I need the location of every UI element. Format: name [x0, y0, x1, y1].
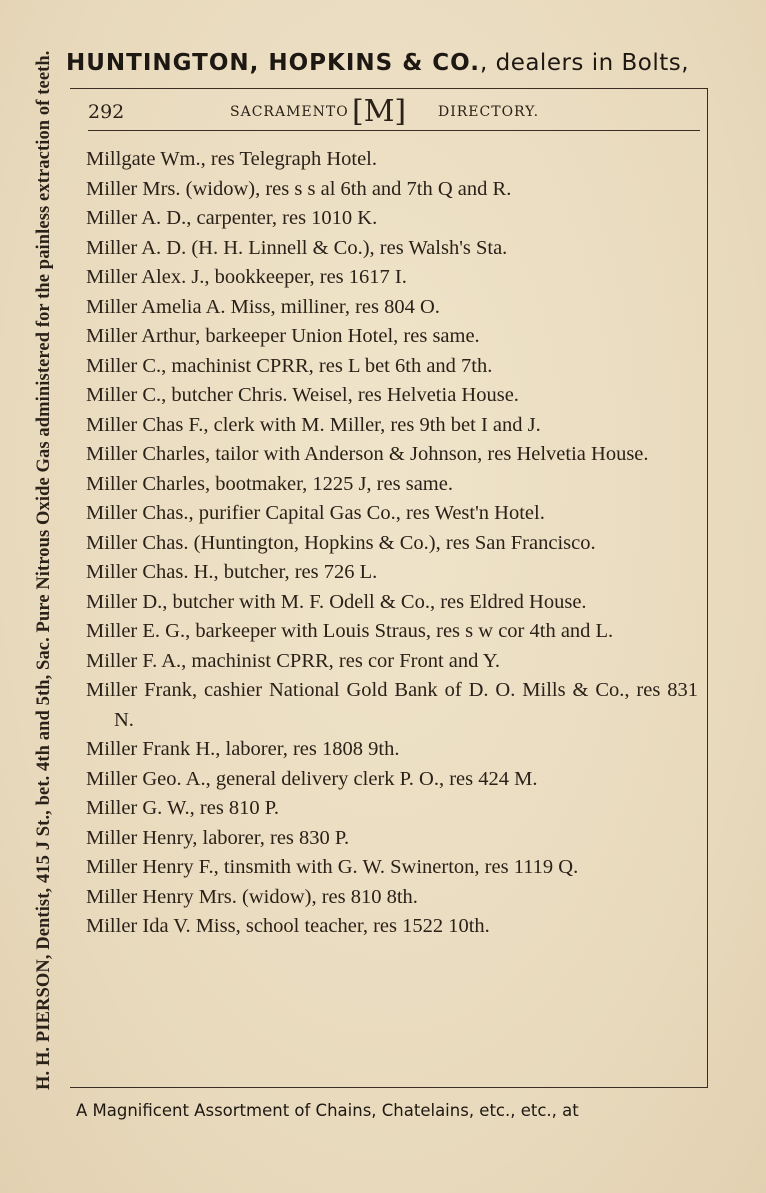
directory-entry: Miller Chas. (Huntington, Hopkins & Co.), res San Francisco. — [86, 531, 596, 554]
directory-entry: Miller Ida V. Miss, school teacher, res 1522 10th. — [86, 915, 490, 937]
directory-entry: Miller Henry, laborer, res 830 P. — [86, 826, 350, 849]
directory-entry: Miller A. D. (H. H. Linnell & Co.), res Walsh's Sta. — [86, 236, 508, 259]
directory-entry: Miller Frank H., laborer, res 1808 9th. — [86, 738, 400, 760]
directory-entry: Millgate Wm., res Telegraph Hotel. — [86, 148, 377, 170]
directory-entry: Miller Chas., purifier Capital Gas Co., res West'n Hotel. — [86, 502, 545, 524]
directory-entry: Miller Chas F., clerk with M. Miller, res 9th bet I and J. — [86, 413, 541, 436]
directory-entry: Miller Charles, bootmaker, 1225 J, res same. — [86, 472, 453, 495]
side-advertisement-banner: H. H. PIERSON, Dentist, 415 J St., bet. 4th and 5th, Sac. Pure Nitrous Oxide Gas administered for the painless extraction of teeth. — [34, 50, 54, 1090]
page-number: 292 — [88, 101, 125, 123]
directory-entry: Miller Henry F., tinsmith with G. W. Swinerton, res 1119 Q. — [86, 856, 579, 878]
directory-entry: Miller Mrs. (widow), res s s al 6th and 7th Q and R. — [86, 177, 512, 200]
header-divider — [88, 130, 700, 131]
top-banner-firm: HUNTINGTON, HOPKINS & CO. — [66, 50, 480, 76]
directory-entry: Miller Chas. H., butcher, res 726 L. — [86, 561, 378, 583]
directory-entry: Miller Alex. J., bookkeeper, res 1617 I. — [86, 266, 407, 288]
directory-entry: Miller Charles, tailor with Anderson & Johnson, res Helvetia House. — [86, 443, 649, 465]
directory-entry: Miller Arthur, barkeeper Union Hotel, res same. — [86, 325, 480, 347]
directory-entry: Miller Henry Mrs. (widow), res 810 8th. — [86, 885, 418, 908]
running-header — [88, 92, 700, 128]
directory-entry: Miller A. D., carpenter, res 1010 K. — [86, 207, 378, 229]
header-title: DIRECTORY. — [438, 104, 540, 120]
directory-entry: Miller Amelia A. Miss, milliner, res 804 O. — [86, 295, 440, 318]
directory-entry: Miller Geo. A., general delivery clerk P. O., res 424 M. — [86, 767, 538, 790]
directory-entry: Miller C., machinist CPRR, res L bet 6th and 7th. — [86, 354, 493, 377]
directory-entry: Miller F. A., machinist CPRR, res cor Front and Y. — [86, 649, 501, 672]
directory-entries — [86, 145, 698, 942]
header-section-letter: [M] — [352, 94, 407, 129]
directory-entry: Miller E. G., barkeeper with Louis Straus, res s w cor 4th and L. — [86, 620, 614, 642]
directory-entry: Miller G. W., res 810 P. — [86, 797, 280, 819]
header-city: SACRAMENTO — [230, 104, 349, 120]
top-advertisement-banner — [66, 50, 746, 76]
directory-entry: Miller D., butcher with M. F. Odell & Co., res Eldred House. — [86, 590, 587, 613]
top-banner-rest: , dealers in Bolts, — [479, 50, 690, 76]
directory-entry: Miller Frank, cashier National Gold Bank of D. O. Mills & Co., res 831 N. — [86, 679, 698, 731]
directory-entry: Miller C., butcher Chris. Weisel, res Helvetia House. — [86, 384, 519, 406]
bottom-advertisement-banner: A Magnificent Assortment of Chains, Chatelains, etc., etc., at — [76, 1101, 579, 1120]
